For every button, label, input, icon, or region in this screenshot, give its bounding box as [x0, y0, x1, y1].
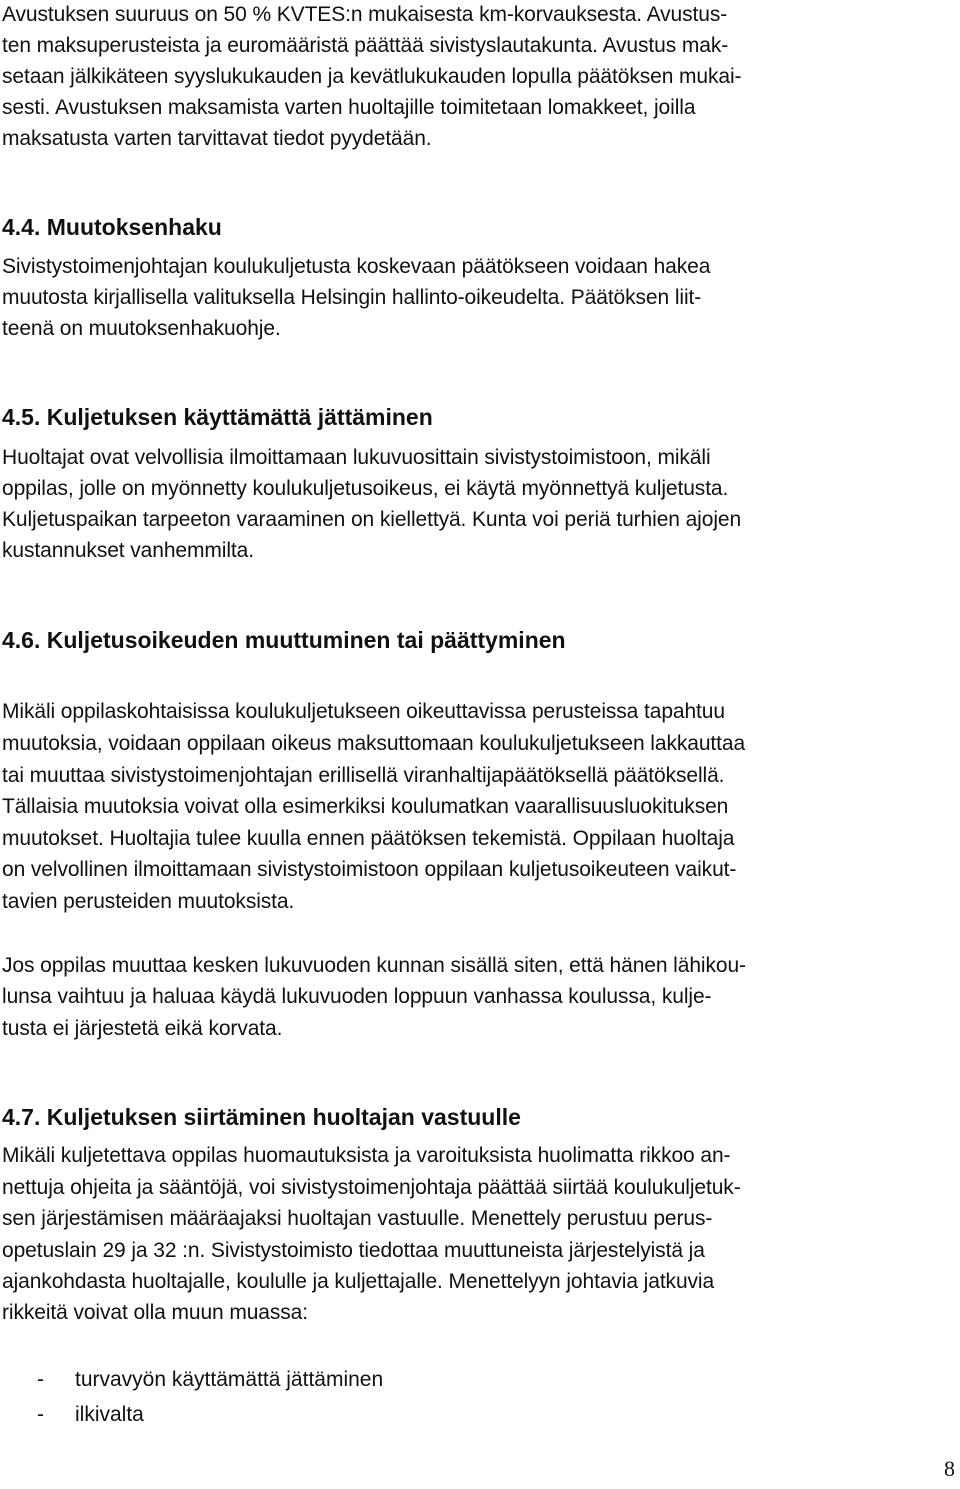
- intro-line: ten maksuperusteista ja euromääristä päättää sivistyslautakunta. Avustus mak-: [2, 34, 729, 57]
- section-heading-4-5: 4.5. Kuljetuksen käyttämättä jättäminen: [2, 404, 433, 430]
- section-4-7-line: Mikäli kuljetettava oppilas huomautuksista ja varoituksista huolimatta rikkoo an-: [2, 1144, 731, 1167]
- bullet-text: turvavyön käyttämättä jättäminen: [75, 1368, 384, 1391]
- section-heading-4-7: 4.7. Kuljetuksen siirtäminen huoltajan vastuulle: [2, 1104, 521, 1130]
- intro-line: Avustuksen suuruus on 50 % KVTES:n mukaisesta km-korvauksesta. Avustus-: [2, 3, 728, 26]
- section-4-6-line: muutoksia, voidaan oppilaan oikeus maksuttomaan koulukuljetukseen lakkauttaa: [2, 732, 746, 755]
- section-4-6-line: on velvollinen ilmoittamaan sivistystoimistoon oppilaan kuljetusoikeuteen vaikut-: [2, 858, 737, 881]
- section-4-6-line: Tällaisia muutoksia voivat olla esimerkiksi koulumatkan vaarallisuusluokituksen: [2, 795, 729, 818]
- intro-line: setaan jälkikäteen syyslukukauden ja kevätlukukauden lopulla päätöksen mukai-: [2, 65, 742, 88]
- section-4-7-line: ajankohdasta huoltajalle, koululle ja kuljettajalle. Menettelyyn johtavia jatkuvia: [2, 1270, 715, 1293]
- section-4-6-line: lunsa vaihtuu ja haluaa käydä lukuvuoden loppuun vanhassa koulussa, kulje-: [2, 985, 712, 1008]
- page-number: 8: [944, 1456, 955, 1481]
- section-4-5-line: oppilas, jolle on myönnetty koulukuljetusoikeus, ei käytä myönnettyä kuljetusta.: [2, 477, 729, 500]
- section-4-7-line: opetuslain 29 ja 32 :n. Sivistystoimisto tiedottaa muuttuneista järjestelyistä ja: [2, 1239, 705, 1262]
- section-4-6-line: Mikäli oppilaskohtaisissa koulukuljetukseen oikeuttavissa perusteissa tapahtuu: [2, 700, 725, 723]
- section-4-4-line: Sivistystoimenjohtajan koulukuljetusta koskevaan päätökseen voidaan hakea: [2, 255, 711, 278]
- section-4-6-line: tavien perusteiden muutoksista.: [2, 890, 295, 913]
- section-4-7-line: rikkeitä voivat olla muun muassa:: [2, 1301, 308, 1324]
- section-4-4-line: muutosta kirjallisella valituksella Helsingin hallinto-oikeudelta. Päätöksen liit-: [2, 286, 702, 309]
- section-heading-4-4: 4.4. Muutoksenhaku: [2, 214, 222, 240]
- bullet-dash: -: [37, 1368, 44, 1391]
- bullet-text: ilkivalta: [75, 1403, 144, 1426]
- section-4-6-line: tai muuttaa sivistystoimenjohtajan erillisellä viranhaltijapäätöksellä päätöksellä.: [2, 764, 725, 787]
- section-4-7-line: sen järjestämisen määräajaksi huoltajan vastuulle. Menettely perustuu perus-: [2, 1207, 713, 1230]
- section-4-7-line: nettuja ohjeita ja sääntöjä, voi sivistystoimenjohtaja päättää siirtää koulukuljetuk-: [2, 1176, 741, 1199]
- intro-line: maksatusta varten tarvittavat tiedot pyydetään.: [2, 127, 432, 150]
- section-4-5-line: Huoltajat ovat velvollisia ilmoittamaan lukuvuosittain sivistystoimistoon, mikäli: [2, 446, 711, 469]
- section-4-5-line: kustannukset vanhemmilta.: [2, 539, 254, 562]
- section-heading-4-6: 4.6. Kuljetusoikeuden muuttuminen tai päättyminen: [2, 627, 566, 653]
- section-4-5-line: Kuljetuspaikan tarpeeton varaaminen on kiellettyä. Kunta voi periä turhien ajojen: [2, 508, 742, 531]
- section-4-6-line: Jos oppilas muuttaa kesken lukuvuoden kunnan sisällä siten, että hänen lähikou-: [2, 954, 746, 977]
- bullet-dash: -: [37, 1403, 44, 1426]
- section-4-6-line: tusta ei järjestetä eikä korvata.: [2, 1017, 283, 1040]
- section-4-4-line: teenä on muutoksenhakuohje.: [2, 317, 281, 340]
- section-4-6-line: muutokset. Huoltajia tulee kuulla ennen päätöksen tekemistä. Oppilaan huoltaja: [2, 827, 735, 850]
- intro-line: sesti. Avustuksen maksamista varten huoltajille toimitetaan lomakkeet, joilla: [2, 96, 696, 119]
